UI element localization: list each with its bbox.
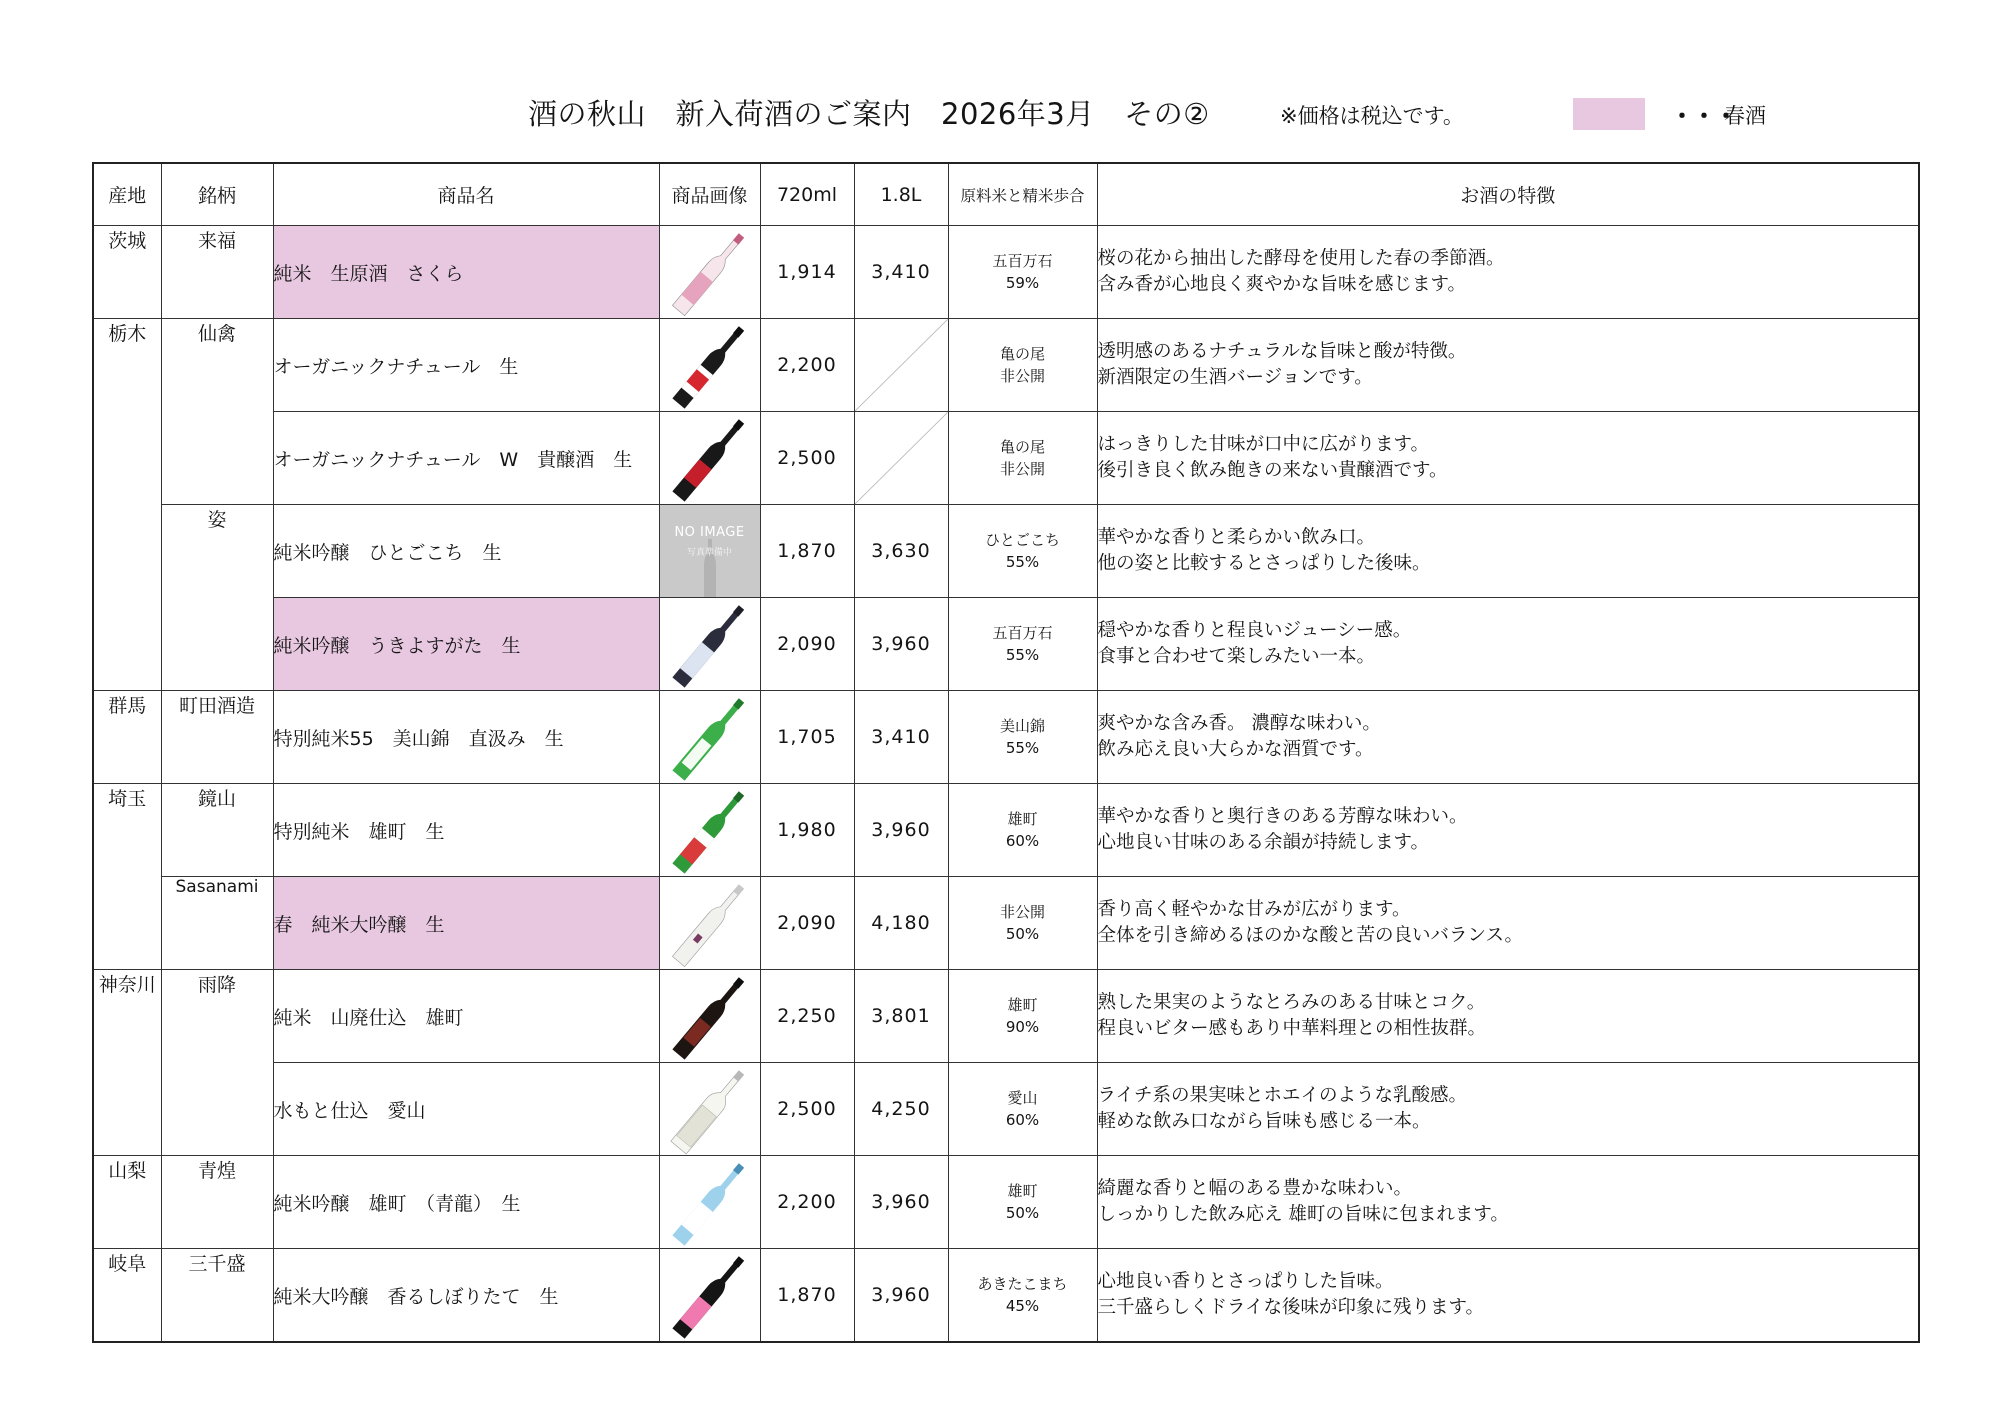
header-image: 商品画像 (659, 163, 760, 226)
features (1097, 970, 1919, 1063)
features (1097, 412, 1919, 505)
rice-name: 亀の尾 (999, 438, 1045, 456)
rice-polish (948, 598, 1097, 691)
product-image (659, 1249, 760, 1343)
rice-polish (948, 691, 1097, 784)
feature-line: 食事と合わせて楽しみたい一本。 (1097, 646, 1376, 667)
rice-name: 非公開 (999, 903, 1045, 921)
rice-polish (948, 1063, 1097, 1156)
product-name: 純米吟醸 うきよすがた 生 (273, 598, 659, 691)
product-name: 純米吟醸 ひとごこち 生 (273, 505, 659, 598)
product-image (659, 1063, 760, 1156)
sake-bottle-image (660, 877, 760, 969)
price-1800ml: 3,630 (854, 505, 948, 598)
brand-cell: 姿 (161, 505, 273, 691)
brand-cell: 来福 (161, 226, 273, 319)
price-720ml: 2,090 (760, 877, 854, 970)
feature-line: 飲み応え良い大らかな酒質です。 (1097, 739, 1374, 760)
bottle-body (672, 980, 743, 1060)
region-cell: 埼玉 (93, 784, 161, 970)
rice-name: 愛山 (1007, 1089, 1038, 1107)
feature-line: はっきりした甘味が口中に広がります。 (1097, 434, 1430, 455)
table-row (93, 691, 1919, 784)
price-720ml: 2,200 (760, 1156, 854, 1249)
feature-line: 華やかな香りと奥行きのある芳醇な味わい。 (1097, 806, 1468, 827)
table-row (93, 226, 1919, 319)
legend-label: 春酒 (1724, 104, 1766, 128)
price-1800ml: 3,410 (854, 226, 948, 319)
polish-ratio: 55% (1005, 553, 1040, 571)
spring-legend-swatch (1573, 98, 1645, 130)
feature-line: 熟した果実のようなとろみのある甘味とコク。 (1097, 992, 1486, 1013)
feature-line: 心地良い香りとさっぱりした旨味。 (1097, 1271, 1394, 1292)
product-name: 水もと仕込 愛山 (273, 1063, 659, 1156)
price-1800ml: 4,250 (854, 1063, 948, 1156)
price-1800ml: 4,180 (854, 877, 948, 970)
features (1097, 226, 1919, 319)
sake-bottle-image (660, 1156, 760, 1248)
features (1097, 784, 1919, 877)
page-title: 酒の秋山 新入荷酒のご案内 2026年3月 その② (528, 97, 1210, 131)
rice-polish (948, 877, 1097, 970)
header-brand: 銘柄 (161, 163, 273, 226)
rice-name: 雄町 (1007, 810, 1038, 828)
feature-line: 綺麗な香りと幅のある豊かな味わい。 (1097, 1178, 1413, 1199)
features (1097, 877, 1919, 970)
feature-line: 程良いビター感もあり中華料理との相性抜群。 (1097, 1018, 1487, 1039)
product-name: 純米 生原酒 さくら (273, 226, 659, 319)
rice-polish (948, 412, 1097, 505)
sake-bottle-image (660, 784, 760, 876)
bottle-body (672, 422, 743, 502)
feature-line: 三千盛らしくドライな後味が印象に残ります。 (1097, 1297, 1484, 1318)
price-720ml: 1,914 (760, 226, 854, 319)
header-price-1800ml: 1.8L (854, 163, 948, 226)
header-price-720ml: 720ml (760, 163, 854, 226)
price-1800ml: 3,960 (854, 1249, 948, 1343)
product-name: 純米吟醸 雄町 （青龍） 生 (273, 1156, 659, 1249)
price-720ml: 2,090 (760, 598, 854, 691)
feature-line: 桜の花から抽出した酵母を使用した春の季節酒。 (1097, 248, 1505, 269)
product-image (659, 691, 760, 784)
sake-bottle-image (660, 319, 760, 411)
price-1800ml: 3,960 (854, 784, 948, 877)
sake-bottle-image (660, 598, 760, 690)
header-rice: 原料米と精米歩合 (948, 163, 1097, 226)
sake-bottle-image (660, 226, 760, 318)
features (1097, 691, 1919, 784)
rice-polish (948, 1156, 1097, 1249)
product-name: オーガニックナチュール W 貴醸酒 生 (273, 412, 659, 505)
product-name: 特別純米 雄町 生 (273, 784, 659, 877)
polish-ratio: 50% (1005, 925, 1040, 943)
price-1800ml: 3,960 (854, 598, 948, 691)
feature-line: ライチ系の果実味とホエイのような乳酸感。 (1097, 1085, 1467, 1106)
price-720ml: 2,200 (760, 319, 854, 412)
features (1097, 1249, 1919, 1343)
region-cell: 山梨 (93, 1156, 161, 1249)
product-name: オーガニックナチュール 生 (273, 319, 659, 412)
price-720ml: 2,500 (760, 412, 854, 505)
bottle-body (672, 1166, 743, 1246)
rice-name: 雄町 (1007, 996, 1038, 1014)
polish-ratio: 55% (1005, 739, 1040, 757)
price-1800ml-unavailable (854, 319, 948, 412)
product-image (659, 1156, 760, 1249)
legend-dots: ・・・ (1670, 102, 1736, 130)
brand-cell: Sasanami (161, 877, 273, 970)
bottle-body (672, 329, 743, 409)
polish-ratio: 59% (1005, 274, 1040, 292)
rice-name: 亀の尾 (999, 345, 1045, 363)
polish-ratio: 45% (1005, 1297, 1040, 1315)
rice-polish (948, 226, 1097, 319)
price-720ml: 2,500 (760, 1063, 854, 1156)
no-image-placeholder (660, 505, 760, 597)
sake-bottle-image (660, 1249, 760, 1341)
brand-cell: 雨降 (161, 970, 273, 1156)
product-name: 純米 山廃仕込 雄町 (273, 970, 659, 1063)
brand-cell: 三千盛 (161, 1249, 273, 1343)
product-image (659, 319, 760, 412)
rice-name: 五百万石 (992, 252, 1053, 270)
price-720ml: 1,870 (760, 1249, 854, 1343)
sake-bottle-image (660, 970, 760, 1062)
polish-ratio: 50% (1005, 1204, 1040, 1222)
table-row (93, 784, 1919, 877)
bottle-body (672, 236, 743, 316)
price-720ml: 1,980 (760, 784, 854, 877)
rice-polish (948, 319, 1097, 412)
rice-polish (948, 970, 1097, 1063)
polish-ratio: 60% (1005, 1111, 1040, 1129)
product-name: 純米大吟醸 香るしぼりたて 生 (273, 1249, 659, 1343)
table-row (93, 970, 1919, 1063)
region-cell: 茨城 (93, 226, 161, 319)
feature-line: 他の姿と比較するとさっぱりした後味。 (1097, 553, 1431, 574)
header-region: 産地 (93, 163, 161, 226)
brand-cell: 鏡山 (161, 784, 273, 877)
feature-line: 香り高く軽やかな甘みが広がります。 (1097, 899, 1411, 920)
feature-line: 爽やかな含み香。 濃醇な味わい。 (1097, 713, 1381, 734)
feature-line: 穏やかな香りと程良いジューシー感。 (1097, 620, 1412, 641)
brand-cell: 町田酒造 (161, 691, 273, 784)
feature-line: 含み香が心地良く爽やかな旨味を感じます。 (1097, 274, 1467, 295)
feature-line: 心地良い甘味のある余韻が持続します。 (1097, 832, 1430, 853)
region-cell: 神奈川 (93, 970, 161, 1156)
product-name: 春 純米大吟醸 生 (273, 877, 659, 970)
rice-polish (948, 505, 1097, 598)
header-features: お酒の特徴 (1097, 163, 1919, 226)
features (1097, 505, 1919, 598)
product-image (659, 412, 760, 505)
brand-cell: 仙禽 (161, 319, 273, 505)
rice-name: 雄町 (1007, 1182, 1038, 1200)
product-image (659, 877, 760, 970)
product-name: 特別純米55 美山錦 直汲み 生 (273, 691, 659, 784)
product-image (659, 598, 760, 691)
price-1800ml: 3,801 (854, 970, 948, 1063)
tax-note: ※価格は税込です。 (1280, 104, 1464, 128)
price-1800ml: 3,410 (854, 691, 948, 784)
product-image (659, 970, 760, 1063)
region-cell: 群馬 (93, 691, 161, 784)
rice-polish (948, 784, 1097, 877)
polish-ratio: 非公開 (999, 367, 1045, 385)
rice-name: 美山錦 (999, 717, 1045, 735)
table-row (93, 1156, 1919, 1249)
bottle-body (672, 887, 743, 967)
feature-line: 透明感のあるナチュラルな旨味と酸が特徴。 (1097, 341, 1467, 362)
polish-ratio: 60% (1005, 832, 1040, 850)
price-720ml: 1,870 (760, 505, 854, 598)
features (1097, 319, 1919, 412)
brand-cell: 青煌 (161, 1156, 273, 1249)
price-1800ml-unavailable (854, 412, 948, 505)
sake-bottle-image (660, 1063, 760, 1155)
feature-line: 全体を引き締めるほのかな酸と苦の良いバランス。 (1097, 925, 1524, 946)
polish-ratio: 90% (1005, 1018, 1040, 1036)
product-image (659, 505, 760, 598)
table-header (93, 163, 1919, 226)
rice-name: あきたこまち (977, 1275, 1068, 1293)
table-row (93, 598, 1919, 691)
price-720ml: 1,705 (760, 691, 854, 784)
feature-line: 軽めな飲み口ながら旨味も感じる一本。 (1097, 1111, 1431, 1132)
feature-line: 後引き良く飲み飽きの来ない貴醸酒です。 (1097, 460, 1448, 481)
no-image-title: NO IMAGE (674, 525, 745, 540)
feature-line: 新酒限定の生酒バージョンです。 (1097, 367, 1373, 388)
table-row (93, 505, 1919, 598)
rice-name: ひとごこち (984, 531, 1060, 549)
sake-bottle-image (660, 691, 760, 783)
rice-name: 五百万石 (992, 624, 1053, 642)
product-image (659, 226, 760, 319)
table-row (93, 1063, 1919, 1156)
price-720ml: 2,250 (760, 970, 854, 1063)
polish-ratio: 55% (1005, 646, 1040, 664)
features (1097, 1156, 1919, 1249)
table-row (93, 1249, 1919, 1343)
rice-polish (948, 1249, 1097, 1343)
no-image-subtitle: 写真準備中 (686, 548, 732, 558)
features (1097, 598, 1919, 691)
features (1097, 1063, 1919, 1156)
product-image (659, 784, 760, 877)
polish-ratio: 非公開 (999, 460, 1045, 478)
feature-line: しっかりした飲み応え 雄町の旨味に包まれます。 (1097, 1204, 1509, 1225)
bottle-body (672, 701, 743, 781)
table-row (93, 319, 1919, 412)
region-cell: 岐阜 (93, 1249, 161, 1343)
table-row (93, 412, 1919, 505)
price-1800ml: 3,960 (854, 1156, 948, 1249)
sake-table (92, 162, 1920, 1343)
region-cell: 栃木 (93, 319, 161, 691)
bottle-body (672, 1259, 743, 1339)
feature-line: 華やかな香りと柔らかい飲み口。 (1097, 527, 1376, 548)
sake-bottle-image (660, 412, 760, 504)
header-product: 商品名 (273, 163, 659, 226)
table-row (93, 877, 1919, 970)
